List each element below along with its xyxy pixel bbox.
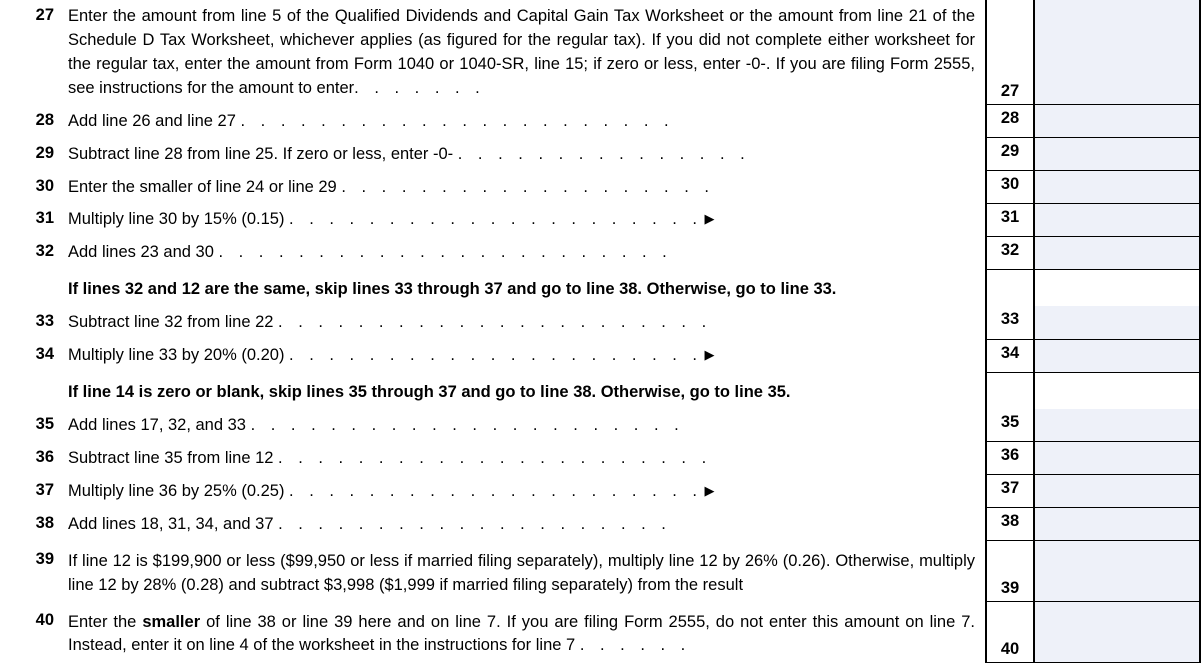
table-row (0, 475, 1200, 508)
line-number: 36 (35, 447, 54, 466)
line-instruction (68, 339, 986, 372)
line-instruction-text: Subtract line 28 from line 25. If zero or less, enter -0- (68, 144, 454, 163)
line-instruction-text: Enter the amount from line 5 of the Qualified Dividends and Capital Gain Tax Worksheet or the amount from line 21 of the Schedule D Tax Worksheet, whichever applies (as figured for the regular tax). If you did not complete either worksheet for the regular tax, enter the amount from Form 1040 or 1040-SR, line 15; if zero or less, enter -0-. If you are filing Form 2555, see instructions for the amount to enter (68, 7, 975, 97)
dot-leader: . . . . . . . . . . . . . . . . . . . (341, 177, 715, 196)
line-number: 29 (35, 143, 54, 162)
amount-field-40[interactable] (1034, 602, 1200, 663)
dot-leader: . . . . . . . . . . . . . . . . . . . . . . (278, 313, 712, 332)
line-instruction (68, 306, 986, 339)
line-instruction-text: Add line 26 and line 27 (68, 111, 236, 130)
line-number: 32 (35, 242, 54, 261)
dot-leader: . . . . . . . (354, 78, 486, 97)
line-number: 33 (35, 312, 54, 331)
line-instruction (68, 203, 986, 236)
arrow-icon: ▶ (704, 482, 715, 498)
table-row (0, 171, 1200, 204)
line-number: 39 (35, 549, 54, 568)
table-row (0, 203, 1200, 236)
amount-field-37[interactable] (1034, 475, 1200, 508)
amount-field-empty (1034, 372, 1200, 409)
table-row (0, 105, 1200, 138)
dot-leader: . . . . . . . . . . . . . . . . . . . . . (289, 481, 703, 500)
line-box-number: 37 (986, 475, 1034, 508)
line-instruction (68, 442, 986, 475)
line-box-number-empty (986, 269, 1034, 306)
line-instruction-text: Add lines 18, 31, 34, and 37 (68, 514, 274, 533)
line-box-number: 38 (986, 508, 1034, 541)
line-instruction-text: Enter the smaller of line 24 or line 29 (68, 177, 337, 196)
line-instruction (68, 171, 986, 204)
line-box-number: 30 (986, 171, 1034, 204)
line-number: 35 (35, 414, 54, 433)
line-instruction (68, 508, 986, 541)
line-number: 40 (35, 610, 54, 629)
table-row (0, 0, 1200, 105)
table-row (0, 138, 1200, 171)
dot-leader: . . . . . . . . . . . . . . . . . . . . . . (240, 111, 675, 130)
line-number (0, 372, 68, 409)
amount-field-32[interactable] (1034, 236, 1200, 269)
table-row (0, 602, 1200, 663)
dot-leader: . . . . . . . . . . . . . . . . . . . . . . (250, 415, 685, 434)
amount-field-29[interactable] (1034, 138, 1200, 171)
line-number: 27 (35, 6, 54, 24)
line-number (0, 269, 68, 306)
dot-leader: . . . . . . . . . . . . . . . . . . . . (278, 514, 672, 533)
line-instruction-emphasis: smaller (142, 612, 201, 631)
dot-leader: . . . . . . . . . . . . . . . (457, 144, 751, 163)
amount-field-35[interactable] (1034, 409, 1200, 442)
dot-leader: . . . . . . (579, 636, 691, 655)
line-box-number: 33 (986, 306, 1034, 339)
line-number: 28 (35, 110, 54, 129)
line-box-number: 31 (986, 203, 1034, 236)
table-row (0, 508, 1200, 541)
amount-field-34[interactable] (1034, 339, 1200, 372)
line-box-number: 35 (986, 409, 1034, 442)
table-row (0, 306, 1200, 339)
line-instruction (68, 105, 986, 138)
line-number: 34 (35, 345, 54, 364)
table-row (0, 236, 1200, 269)
line-box-number: 40 (986, 602, 1034, 663)
line-instruction-text: Multiply line 30 by 15% (0.15) (68, 210, 285, 229)
line-box-number: 39 (986, 541, 1034, 602)
table-row (0, 442, 1200, 475)
arrow-icon: ▶ (704, 211, 715, 227)
line-number: 38 (35, 513, 54, 532)
line-instruction (68, 0, 986, 105)
amount-field-33[interactable] (1034, 306, 1200, 339)
amount-field-empty (1034, 269, 1200, 306)
line-instruction-text: Add lines 17, 32, and 33 (68, 415, 246, 434)
conditional-note: If line 14 is zero or blank, skip lines 35 through 37 and go to line 38. Otherwise, go to line 35. (68, 383, 791, 402)
line-instruction (68, 236, 986, 269)
line-instruction-text: Multiply line 33 by 20% (0.20) (68, 346, 285, 365)
amount-field-36[interactable] (1034, 442, 1200, 475)
table-row-note (0, 372, 1200, 409)
line-instruction (68, 541, 986, 602)
table-row (0, 409, 1200, 442)
line-box-number: 34 (986, 339, 1034, 372)
table-row (0, 541, 1200, 602)
arrow-icon: ▶ (704, 347, 715, 363)
line-number: 30 (35, 176, 54, 195)
table-row (0, 339, 1200, 372)
line-box-number-empty (986, 372, 1034, 409)
line-instruction (68, 138, 986, 171)
dot-leader: . . . . . . . . . . . . . . . . . . . . . . . (218, 243, 673, 262)
line-number: 37 (35, 480, 54, 499)
line-instruction-text: Subtract line 32 from line 22 (68, 313, 274, 332)
line-box-number: 32 (986, 236, 1034, 269)
amount-field-28[interactable] (1034, 105, 1200, 138)
amount-field-38[interactable] (1034, 508, 1200, 541)
line-number: 31 (35, 209, 54, 228)
amount-field-27[interactable] (1034, 0, 1200, 105)
amount-field-31[interactable] (1034, 203, 1200, 236)
line-box-number: 27 (986, 0, 1034, 105)
line-box-number: 29 (986, 138, 1034, 171)
line-instruction-text-pre: Enter the (68, 612, 143, 631)
line-instruction-text: Multiply line 36 by 25% (0.25) (68, 481, 285, 500)
dot-leader: . . . . . . . . . . . . . . . . . . . . . . (278, 448, 712, 467)
line-instruction (68, 475, 986, 508)
dot-leader: . . . . . . . . . . . . . . . . . . . . . (289, 210, 703, 229)
table-row-note (0, 269, 1200, 306)
amount-field-30[interactable] (1034, 171, 1200, 204)
line-box-number: 36 (986, 442, 1034, 475)
amount-field-39[interactable] (1034, 541, 1200, 602)
line-instruction-text: Add lines 23 and 30 (68, 243, 214, 262)
conditional-note: If lines 32 and 12 are the same, skip lines 33 through 37 and go to line 38. Otherwise, go to line 33. (68, 280, 837, 299)
line-instruction (68, 602, 986, 663)
line-box-number: 28 (986, 105, 1034, 138)
line-instruction-text: If line 12 is $199,900 or less ($99,950 or less if married filing separately), multiply line 12 by 26% (0.26). Otherwise, multiply line 12 by 28% (0.28) and subtract $3,998 ($1,999 if married filing separately) from the result (68, 551, 975, 594)
dot-leader: . . . . . . . . . . . . . . . . . . . . . (289, 346, 703, 365)
line-instruction-text: Subtract line 35 from line 12 (68, 448, 274, 467)
line-instruction-text-post: of line 38 or line 39 here and on line 7. If you are filing Form 2555, do not enter this amount on line 7. Instead, enter it on line 4 of the worksheet in the instructions for line 7 (68, 612, 976, 655)
line-instruction (68, 409, 986, 442)
